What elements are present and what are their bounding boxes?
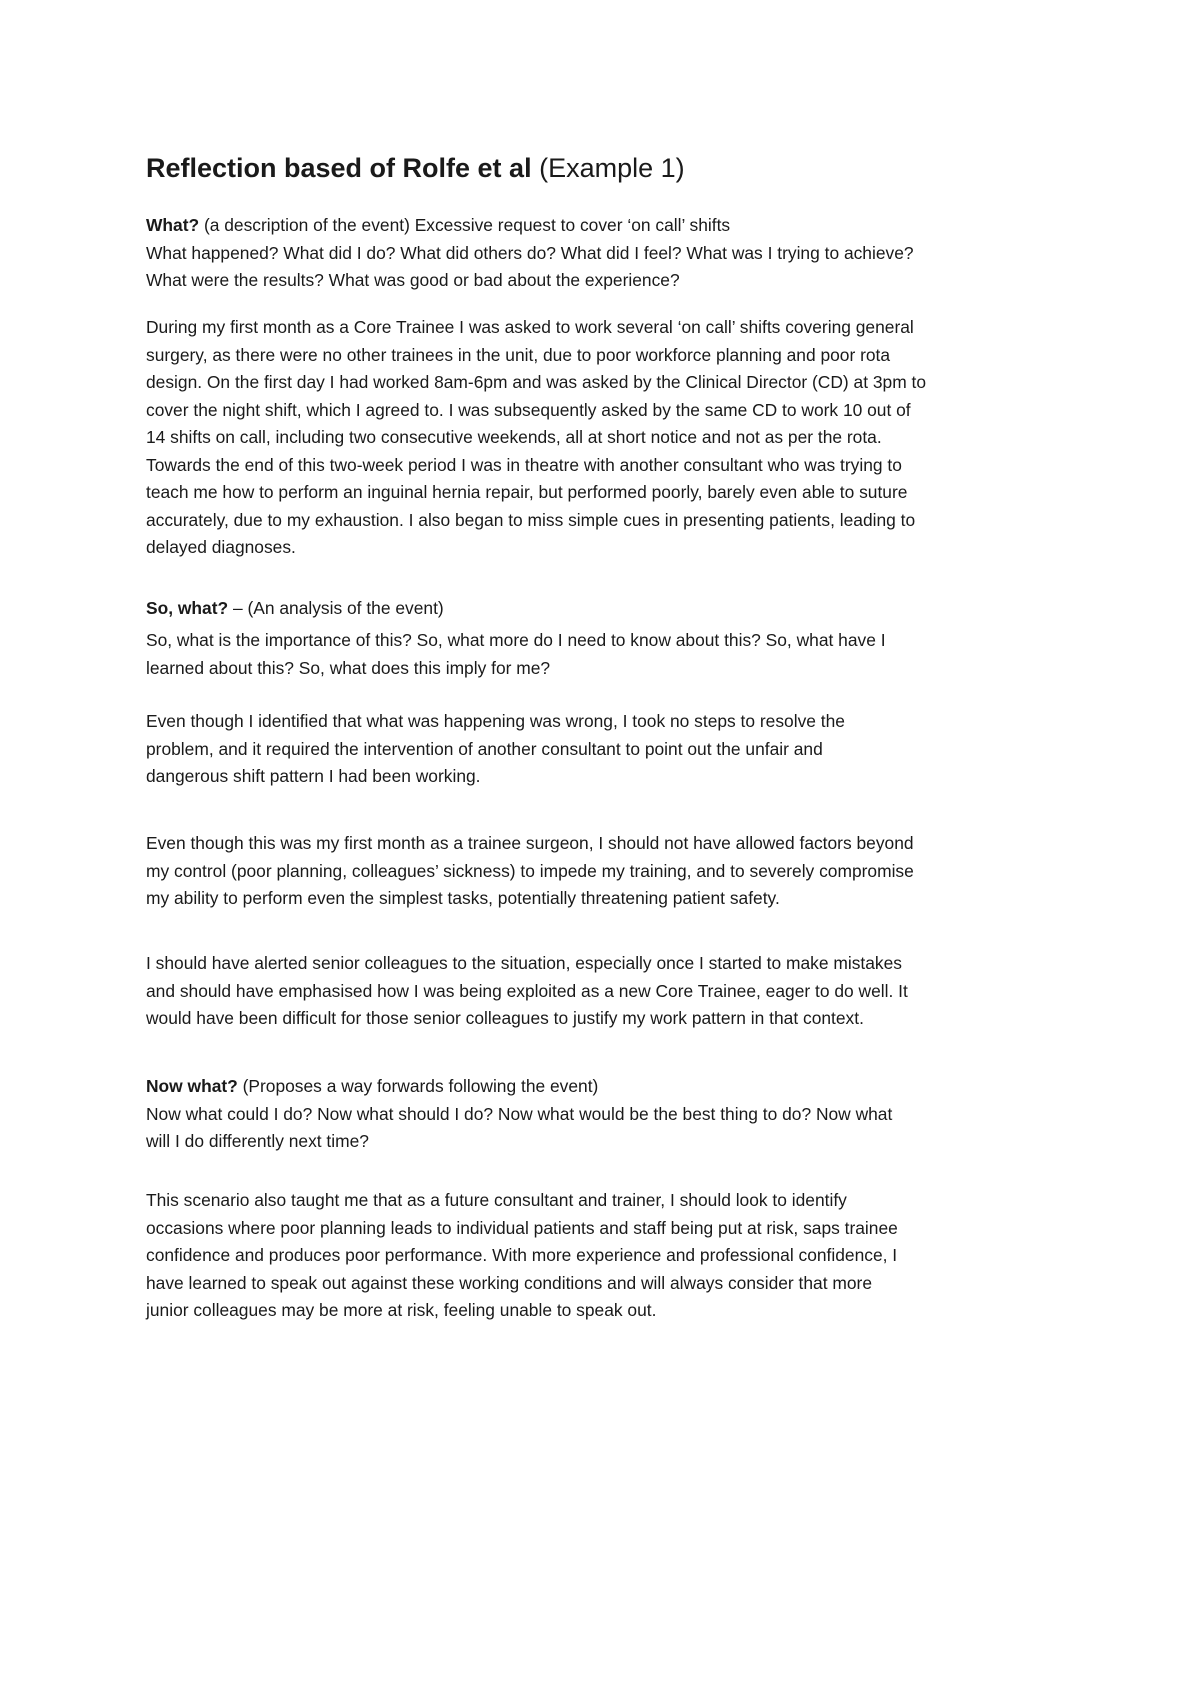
what-body-line: teach me how to perform an inguinal hernia repair, but performed poorly, barely even able to suture [146, 482, 908, 502]
so-what-paragraph-3 [146, 950, 1076, 1033]
what-heading-label: What? [146, 215, 200, 235]
so-what-heading [146, 595, 1076, 623]
what-heading-description: (a description of the event) Excessive request to cover ‘on call’ shifts [199, 215, 731, 235]
now-what-body-line: confidence and produces poor performance. With more experience and professional confidence, I [146, 1245, 898, 1265]
so-what-prompt-line: So, what is the importance of this? So, what more do I need to know about this? So, what have I [146, 630, 886, 650]
now-what-heading [146, 1073, 1076, 1101]
so-what-paragraph-2 [146, 830, 1076, 913]
now-what-prompt-line: Now what could I do? Now what should I do? Now what would be the best thing to do? Now what [146, 1103, 893, 1124]
title-bold-text: Reflection based of Rolfe et al [146, 153, 532, 183]
what-body-line: cover the night shift, which I agreed to. I was subsequently asked by the same CD to work 10 out of [146, 399, 911, 420]
so-what-paragraph-1-line: problem, and it required the intervention of another consultant to point out the unfair and [146, 738, 823, 759]
what-body-line: delayed diagnoses. [146, 537, 296, 557]
so-what-prompt [146, 627, 1076, 682]
so-what-heading-label: So, what? [146, 598, 229, 618]
document-title [146, 150, 685, 186]
so-what-paragraph-2-line: Even though this was my first month as a trainee surgeon, I should not have allowed factors beyond [146, 833, 914, 853]
so-what-paragraph-1-line: dangerous shift pattern I had been working. [146, 766, 481, 786]
now-what-body-line: junior colleagues may be more at risk, feeling unable to speak out. [146, 1300, 657, 1320]
so-what-paragraph-3-line: and should have emphasised how I was being exploited as a new Core Trainee, eager to do well. It [146, 980, 908, 1001]
what-body-line: Towards the end of this two-week period I was in theatre with another consultant who was trying to [146, 454, 902, 475]
what-body-line: design. On the first day I had worked 8am-6pm and was asked by the Clinical Director (CD) at 3pm to [146, 372, 927, 392]
so-what-prompt-line: learned about this? So, what does this imply for me? [146, 657, 551, 678]
so-what-paragraph-2-line: my control (poor planning, colleagues’ sickness) to impede my training, and to severely compromise [146, 860, 914, 881]
what-body-line: 14 shifts on call, including two consecutive weekends, all at short notice and not as per the rota. [146, 427, 882, 447]
what-body-line: surgery, as there were no other trainees in the unit, due to poor workforce planning and poor rota [146, 344, 891, 365]
so-what-paragraph-2-line: my ability to perform even the simplest tasks, potentially threatening patient safety. [146, 888, 780, 908]
what-prompt-line: What happened? What did I do? What did others do? What did I feel? What was I trying to achieve? [146, 242, 914, 263]
what-heading [146, 212, 1076, 240]
title-example-text: (Example 1) [531, 153, 685, 183]
what-body-paragraph [146, 314, 1076, 562]
so-what-heading-description: – (An analysis of the event) [228, 598, 444, 618]
so-what-paragraph-1-line: Even though I identified that what was happening was wrong, I took no steps to resolve the [146, 711, 845, 731]
now-what-heading-block [146, 1073, 1076, 1156]
what-prompt-line: What were the results? What was good or bad about the experience? [146, 270, 680, 290]
so-what-paragraph-3-line: I should have alerted senior colleagues to the situation, especially once I started to make mistakes [146, 953, 902, 973]
now-what-heading-label: Now what? [146, 1076, 238, 1096]
so-what-paragraph-1 [146, 708, 1076, 791]
now-what-prompt-line: will I do differently next time? [146, 1131, 369, 1151]
now-what-body-line: have learned to speak out against these working conditions and will always consider that more [146, 1272, 872, 1293]
what-heading-block [146, 212, 1076, 295]
so-what-heading-block [146, 595, 1076, 623]
now-what-body-line: occasions where poor planning leads to individual patients and staff being put at risk, saps trainee [146, 1217, 898, 1238]
what-body-line: During my first month as a Core Trainee I was asked to work several ‘on call’ shifts covering general [146, 317, 914, 337]
so-what-paragraph-3-line: would have been difficult for those senior colleagues to justify my work pattern in that context. [146, 1008, 864, 1028]
now-what-heading-description: (Proposes a way forwards following the event) [237, 1076, 599, 1096]
now-what-body-paragraph [146, 1187, 1076, 1325]
what-body-line: accurately, due to my exhaustion. I also began to miss simple cues in presenting patients, leading to [146, 509, 916, 530]
now-what-body-line: This scenario also taught me that as a future consultant and trainer, I should look to identify [146, 1190, 847, 1210]
